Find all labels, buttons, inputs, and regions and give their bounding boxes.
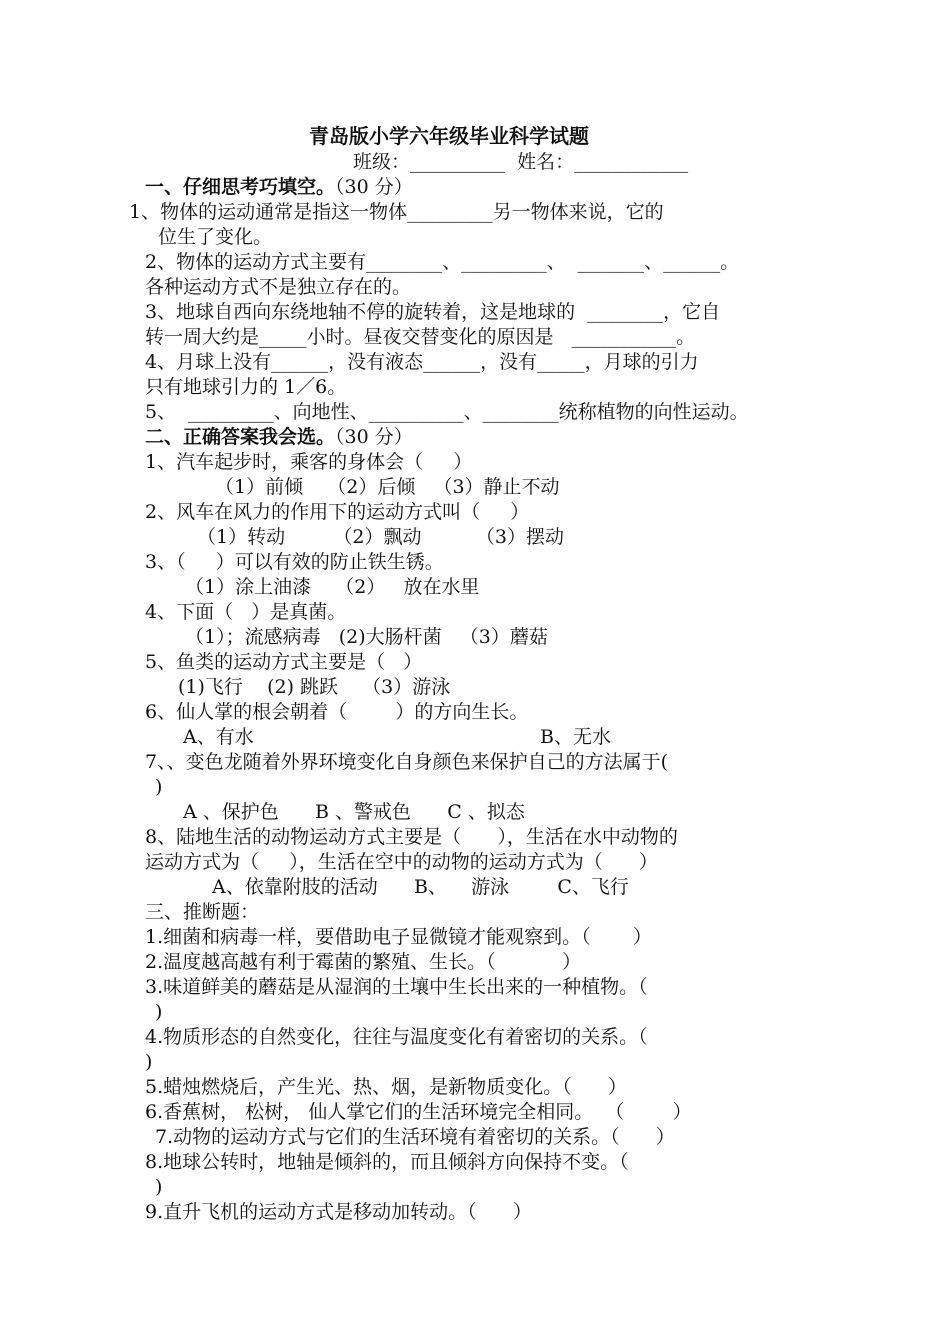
q2-5: 5、鱼类的运动方式主要是（ ） bbox=[145, 651, 423, 673]
q2-1-options: （1）前倾 （2）后倾 （3）静止不动 bbox=[215, 476, 560, 498]
section-3-heading: 三、推断题： bbox=[145, 901, 260, 923]
q2-3: 3、（ ）可以有效的防止铁生锈。 bbox=[145, 551, 444, 573]
q1-1-cont: 位生了变化。 bbox=[158, 226, 273, 248]
q1-3-cont: 转一周大约是_____小时。昼夜交替变化的原因是 ___________。 bbox=[145, 326, 696, 348]
q1-4: 4、月球上没有______，没有液态______，没有_____，月球的引力 bbox=[145, 351, 699, 373]
q3-6: 6.香蕉树， 松树， 仙人掌它们的生活环境完全相同。 （ ） bbox=[145, 1101, 692, 1123]
section-1-heading bbox=[145, 175, 413, 200]
q1-4-cont: 只有地球引力的 1／6。 bbox=[145, 376, 347, 398]
page-title: 青岛版小学六年级毕业科学试题 bbox=[309, 124, 589, 148]
section-1-heading-text: 一、仔细思考巧填空。 bbox=[145, 176, 336, 198]
q1-1: 1、物体的运动通常是指这一物体_________另一物体来说，它的 bbox=[129, 201, 664, 223]
q1-2: 2、物体的运动方式主要有________、_________、 _______、______。 bbox=[145, 251, 740, 273]
q3-4-cont: ) bbox=[145, 1051, 153, 1073]
q2-6: 6、仙人掌的根会朝着（ ）的方向生长。 bbox=[145, 701, 529, 723]
section-2-heading-text: 二、正确答案我会选。 bbox=[145, 426, 336, 448]
section-2-heading bbox=[145, 425, 413, 450]
q1-2-cont: 各种运动方式不是独立存在的。 bbox=[145, 276, 412, 298]
q2-6-option-a: A、有水 bbox=[183, 726, 254, 748]
q2-4-options: （1）；流感病毒 (2)大肠杆菌 （3）蘑菇 bbox=[185, 626, 548, 648]
q2-8-cont: 运动方式为（ ），生活在空中的动物的运动方式为（ ） bbox=[145, 851, 658, 873]
class-name-line: 班级：__________ 姓名：____________ bbox=[353, 151, 689, 173]
section-2-score: （30 分） bbox=[335, 426, 413, 448]
q3-7: 7.动物的运动方式与它们的生活环境有着密切的关系。（ ） bbox=[155, 1126, 675, 1148]
q2-1: 1、汽车起步时，乘客的身体会（ ） bbox=[145, 451, 473, 473]
q2-5-options: (1)飞行 (2) 跳跃 （3）游泳 bbox=[178, 676, 451, 698]
q3-5: 5.蜡烛燃烧后，产生光、热、烟，是新物质变化。（ ） bbox=[145, 1076, 627, 1098]
q2-4: 4、下面（ ）是真菌。 bbox=[145, 601, 347, 623]
q2-2-options: （1）转动 （2）飘动 （3）摆动 bbox=[197, 526, 564, 548]
q2-7: 7、、变色龙随着外界环境变化自身颜色来保护自己的方法属于( bbox=[145, 751, 669, 773]
q3-3-cont: ) bbox=[155, 1001, 163, 1023]
q3-8: 8.地球公转时，地轴是倾斜的，而且倾斜方向保持不变。（ bbox=[145, 1151, 629, 1173]
q2-6-option-b: B、无水 bbox=[540, 726, 611, 748]
q1-3: 3、地球自西向东绕地轴不停的旋转着，这是地球的 ________，它自 bbox=[145, 301, 721, 323]
q3-8-cont: ) bbox=[155, 1176, 163, 1198]
section-1-score: （30 分） bbox=[335, 176, 413, 198]
q1-5: 5、 _________、向地性、__________、________统称植物的向性运动。 bbox=[145, 401, 749, 423]
q2-7-options: A 、保护色 B 、警戒色 C 、拟态 bbox=[183, 801, 525, 823]
q2-7-cont: ) bbox=[155, 776, 163, 798]
q2-2: 2、风车在风力的作用下的运动方式叫（ ） bbox=[145, 501, 530, 523]
q2-8-options: A、依靠附肢的活动 B、 游泳 C、飞行 bbox=[212, 876, 629, 898]
q2-8: 8、陆地生活的动物运动方式主要是（ ），生活在水中动物的 bbox=[145, 826, 678, 848]
q3-3: 3.味道鲜美的蘑菇是从湿润的土壤中生长出来的一种植物。（ bbox=[145, 976, 648, 998]
q3-9: 9.直升飞机的运动方式是移动加转动。（ ） bbox=[145, 1201, 532, 1223]
q3-1: 1.细菌和病毒一样，要借助电子显微镜才能观察到。（ ） bbox=[145, 926, 652, 948]
q2-3-options: （1）涂上油漆 （2） 放在水里 bbox=[185, 576, 480, 598]
q3-2: 2.温度越高越有利于霉菌的繁殖、生长。（ ） bbox=[145, 951, 582, 973]
q3-4: 4.物质形态的自然变化，往往与温度变化有着密切的关系。（ bbox=[145, 1026, 648, 1048]
